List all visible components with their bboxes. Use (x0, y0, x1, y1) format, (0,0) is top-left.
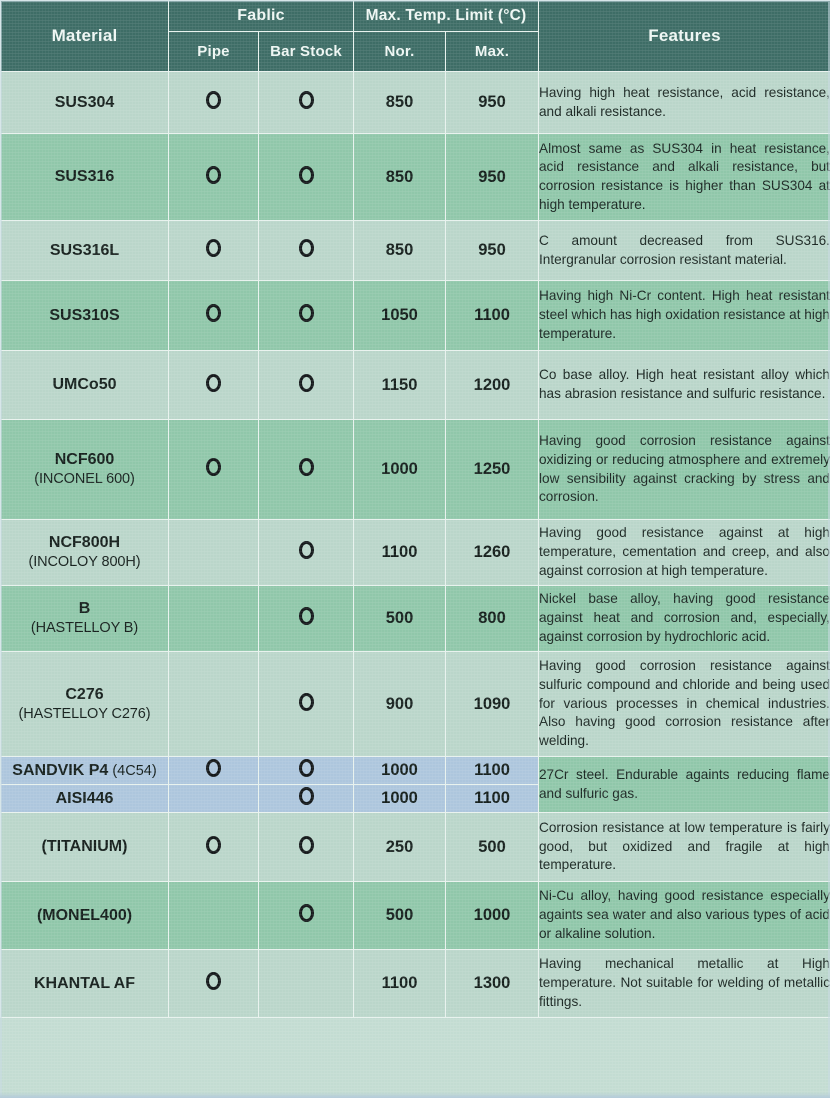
cell-temp-max: 1100 (446, 785, 539, 813)
material-name: NCF800H (48, 534, 121, 552)
table-header (1, 1, 830, 72)
column-header-temp-limit: Max. Temp. Limit (°C) (354, 1, 539, 32)
circle-mark-icon (299, 166, 314, 184)
cell-temp-nor: 900 (354, 652, 446, 757)
cell-material (1, 813, 169, 882)
circle-mark-icon (299, 374, 314, 392)
cell-temp-nor: 1100 (354, 950, 446, 1018)
circle-mark-icon (299, 759, 314, 777)
cell-temp-nor: 1150 (354, 351, 446, 420)
cell-material (1, 586, 169, 652)
cell-material (1, 420, 169, 520)
circle-mark-icon (206, 239, 221, 257)
cell-temp-nor: 500 (354, 586, 446, 652)
cell-pipe-mark (169, 950, 259, 1018)
cell-material (1, 950, 169, 1018)
cell-material (1, 652, 169, 757)
material-name: SUS316L (49, 241, 120, 259)
cell-temp-max: 1250 (446, 420, 539, 520)
circle-mark-icon (299, 607, 314, 625)
circle-mark-icon (206, 836, 221, 854)
cell-features: Having high heat resistance, acid resistance, and alkali resistance. (539, 72, 830, 134)
cell-temp-max: 1200 (446, 351, 539, 420)
cell-material (1, 351, 169, 420)
circle-mark-icon (206, 91, 221, 109)
cell-temp-max: 500 (446, 813, 539, 882)
cell-pipe-mark (169, 134, 259, 221)
material-name: KHANTAL AF (33, 974, 136, 992)
cell-bar-stock-mark (259, 813, 354, 882)
header-row-top (1, 1, 830, 32)
cell-pipe-mark (169, 281, 259, 351)
circle-mark-icon (206, 759, 221, 777)
cell-pipe-mark (169, 785, 259, 813)
cell-features: Nickel base alloy, having good resistance against heat and corrosion and, especially, against corrosion by hydrochloric acid. (539, 586, 830, 652)
circle-mark-icon (299, 904, 314, 922)
circle-mark-icon (206, 304, 221, 322)
cell-temp-max: 1100 (446, 757, 539, 785)
column-header-features: Features (539, 1, 830, 72)
cell-bar-stock-mark (259, 950, 354, 1018)
material-alias: (HASTELLOY C276) (18, 705, 151, 722)
cell-temp-nor: 1100 (354, 520, 446, 586)
cell-temp-nor: 850 (354, 72, 446, 134)
cell-temp-max: 1300 (446, 950, 539, 1018)
cell-temp-nor: 1000 (354, 785, 446, 813)
table-row (1, 813, 830, 882)
table-row (1, 72, 830, 134)
cell-pipe-mark (169, 72, 259, 134)
table-row (1, 420, 830, 520)
cell-temp-max: 950 (446, 134, 539, 221)
cell-temp-nor: 1000 (354, 757, 446, 785)
cell-features: Corrosion resistance at low temperature is fairly good, but oxidized and fragile at high temperature. (539, 813, 830, 882)
table-body (1, 72, 830, 1018)
material-name: NCF600 (54, 451, 115, 469)
material-name: SUS310S (49, 306, 120, 324)
circle-mark-icon (299, 304, 314, 322)
cell-bar-stock-mark (259, 652, 354, 757)
cell-pipe-mark (169, 882, 259, 950)
circle-mark-icon (299, 541, 314, 559)
cell-features: Co base alloy. High heat resistant alloy which has abrasion resistance and sulfuric resistance. (539, 351, 830, 420)
material-name: UMCo50 (52, 376, 117, 393)
material-name: (MONEL400) (36, 906, 133, 924)
cell-temp-max: 1090 (446, 652, 539, 757)
cell-bar-stock-mark (259, 420, 354, 520)
column-header-bar-stock: Bar Stock (259, 32, 354, 72)
table-row (1, 586, 830, 652)
cell-material (1, 882, 169, 950)
table-row (1, 652, 830, 757)
material-alias: (HASTELLOY B) (30, 620, 139, 637)
cell-bar-stock-mark (259, 882, 354, 950)
cell-temp-nor: 250 (354, 813, 446, 882)
cell-pipe-mark (169, 351, 259, 420)
cell-material (1, 785, 169, 813)
circle-mark-icon (299, 91, 314, 109)
cell-features: Having mechanical metallic at High temperature. Not suitable for welding of metallic fittings. (539, 950, 830, 1018)
material-suffix: (4C54) (108, 762, 157, 779)
cell-temp-nor: 500 (354, 882, 446, 950)
cell-pipe-mark (169, 652, 259, 757)
cell-bar-stock-mark (259, 351, 354, 420)
cell-features: Almost same as SUS304 in heat resistance, acid resistance and alkali resistance, but corrosion resistance is higher than SUS304 at high temperature. (539, 134, 830, 221)
cell-features: Having good corrosion resistance against oxidizing or reducing atmosphere and extremely low sensibility against cracking by stress and corrosion. (539, 420, 830, 520)
cell-temp-max: 1260 (446, 520, 539, 586)
cell-material (1, 72, 169, 134)
cell-features: 27Cr steel. Endurable againts reducing flame and sulfuric gas. (539, 757, 830, 813)
table-row (1, 281, 830, 351)
cell-bar-stock-mark (259, 221, 354, 281)
table-row (1, 221, 830, 281)
cell-bar-stock-mark (259, 586, 354, 652)
circle-mark-icon (206, 458, 221, 476)
material-alias: (INCONEL 600) (34, 471, 135, 488)
cell-pipe-mark (169, 813, 259, 882)
column-header-pipe: Pipe (169, 32, 259, 72)
cell-bar-stock-mark (259, 281, 354, 351)
cell-temp-max: 950 (446, 72, 539, 134)
table-row (1, 950, 830, 1018)
material-name: C276 (65, 685, 104, 703)
column-header-fablic: Fablic (169, 1, 354, 32)
cell-material (1, 757, 169, 785)
cell-temp-nor: 850 (354, 134, 446, 221)
cell-temp-nor: 1050 (354, 281, 446, 351)
cell-features: Having high Ni-Cr content. High heat resistant steel which has high oxidation resistance at high temperature. (539, 281, 830, 351)
cell-material (1, 281, 169, 351)
column-header-nor: Nor. (354, 32, 446, 72)
cell-bar-stock-mark (259, 520, 354, 586)
table-row (1, 520, 830, 586)
cell-bar-stock-mark (259, 134, 354, 221)
cell-temp-max: 1000 (446, 882, 539, 950)
cell-bar-stock-mark (259, 757, 354, 785)
cell-temp-max: 1100 (446, 281, 539, 351)
cell-pipe-mark (169, 586, 259, 652)
material-name: B (78, 600, 91, 618)
cell-material (1, 520, 169, 586)
table-row (1, 351, 830, 420)
column-header-max: Max. (446, 32, 539, 72)
material-name: SANDVIK P4 (12, 761, 109, 779)
cell-pipe-mark (169, 420, 259, 520)
circle-mark-icon (206, 374, 221, 392)
table-row (1, 882, 830, 950)
cell-features: Having good corrosion resistance against sulfuric compound and chloride and being used for various processes in chemical industries. Also having good corrosion resistance after welding. (539, 652, 830, 757)
cell-temp-nor: 850 (354, 221, 446, 281)
cell-material (1, 221, 169, 281)
material-name: (TITANIUM) (41, 838, 128, 855)
table-row (1, 757, 830, 785)
circle-mark-icon (299, 693, 314, 711)
circle-mark-icon (299, 787, 314, 805)
cell-features: Ni-Cu alloy, having good resistance especially againts sea water and also various types of acid or alkaline solution. (539, 882, 830, 950)
cell-pipe-mark (169, 221, 259, 281)
circle-mark-icon (299, 239, 314, 257)
circle-mark-icon (299, 836, 314, 854)
cell-bar-stock-mark (259, 785, 354, 813)
cell-features: C amount decreased from SUS316. Intergranular corrosion resistant material. (539, 221, 830, 281)
circle-mark-icon (206, 972, 221, 990)
table-row (1, 134, 830, 221)
material-name: SUS316 (54, 168, 115, 185)
cell-material (1, 134, 169, 221)
material-alias: (INCOLOY 800H) (28, 554, 141, 571)
cell-temp-max: 950 (446, 221, 539, 281)
cell-temp-max: 800 (446, 586, 539, 652)
cell-features: Having good resistance against at high temperature, cementation and creep, and also against corrosion at high temperature. (539, 520, 830, 586)
cell-pipe-mark (169, 757, 259, 785)
material-name: AISI446 (55, 789, 114, 807)
circle-mark-icon (299, 458, 314, 476)
cell-bar-stock-mark (259, 72, 354, 134)
cell-temp-nor: 1000 (354, 420, 446, 520)
circle-mark-icon (206, 166, 221, 184)
material-name: SUS304 (54, 93, 115, 111)
cell-pipe-mark (169, 520, 259, 586)
column-header-material: Material (1, 1, 169, 72)
